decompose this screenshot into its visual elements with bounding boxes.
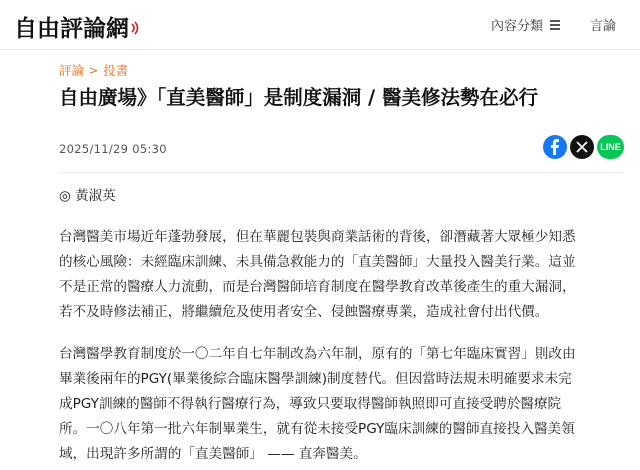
- signal-icon: [130, 20, 140, 36]
- facebook-icon: [549, 139, 561, 155]
- article-title: 自由廣場》「直美醫師」是制度漏洞 / 醫美修法勢在必行: [59, 86, 538, 109]
- article-paragraph: [59, 342, 625, 467]
- content-category-label: 內容分類: [491, 19, 544, 34]
- breadcrumb-item-submission[interactable]: 投書: [103, 63, 129, 78]
- x-share-button[interactable]: [570, 135, 594, 159]
- paragraph-line: 所。一〇八年第一批六年制畢業生，就有從未接受PGY臨床訓練的醫師直接投入醫美領: [59, 421, 575, 437]
- logo-text: 自由評論網: [14, 15, 129, 42]
- site-logo[interactable]: [14, 11, 140, 41]
- content-category-menu[interactable]: [491, 15, 560, 34]
- divider: [59, 172, 624, 173]
- top-bar: [0, 0, 640, 50]
- breadcrumb-item-comment[interactable]: 評論: [59, 63, 85, 78]
- paragraph-line: 若不及時修法補正，將繼續危及使用者安全、侵蝕醫療專業，造成社會付出代價。: [59, 304, 549, 320]
- breadcrumb: [59, 61, 128, 79]
- hamburger-icon: [550, 20, 560, 30]
- paragraph-line: 成PGY訓練的醫師不得執行醫療行為，導致只要取得醫師執照即可直接受聘於醫療院: [59, 396, 562, 412]
- line-share-button[interactable]: [597, 135, 624, 159]
- paragraph-line: 域，出現許多所謂的「直美醫師」 —— 直奔醫美。: [59, 446, 367, 462]
- paragraph-line: 畢業後兩年的PGY(畢業後綜合臨床醫學訓練)制度替代。但因當時法規未明確要求未完: [59, 371, 572, 387]
- article-paragraph: [59, 225, 625, 325]
- paragraph-line: 的核心風險：未經臨床訓練、未具備急救能力的「直美醫師」大量投入醫美行業。這並: [59, 254, 576, 270]
- nav-comment-link[interactable]: 言論: [590, 19, 617, 34]
- publish-date: 2025/11/29 05:30: [59, 142, 167, 156]
- facebook-share-button[interactable]: [543, 135, 567, 159]
- x-icon: [576, 141, 588, 153]
- paragraph-line: 不是正常的醫療人力流動，而是台灣醫師培育制度在醫學教育改革後產生的重大漏洞，: [59, 279, 576, 295]
- paragraph-line: 台灣醫學教育制度於一〇二年自七年制改為六年制，原有的「第七年臨床實習」則改由: [59, 346, 576, 362]
- line-share-label: LINE: [600, 142, 621, 152]
- article-author: ◎ 黃淑英: [59, 188, 116, 204]
- paragraph-line: 台灣醫美市場近年蓬勃發展，但在華麗包裝與商業話術的背後，卻潛藏著大眾極少知悉: [59, 229, 576, 245]
- breadcrumb-separator: >: [89, 63, 99, 77]
